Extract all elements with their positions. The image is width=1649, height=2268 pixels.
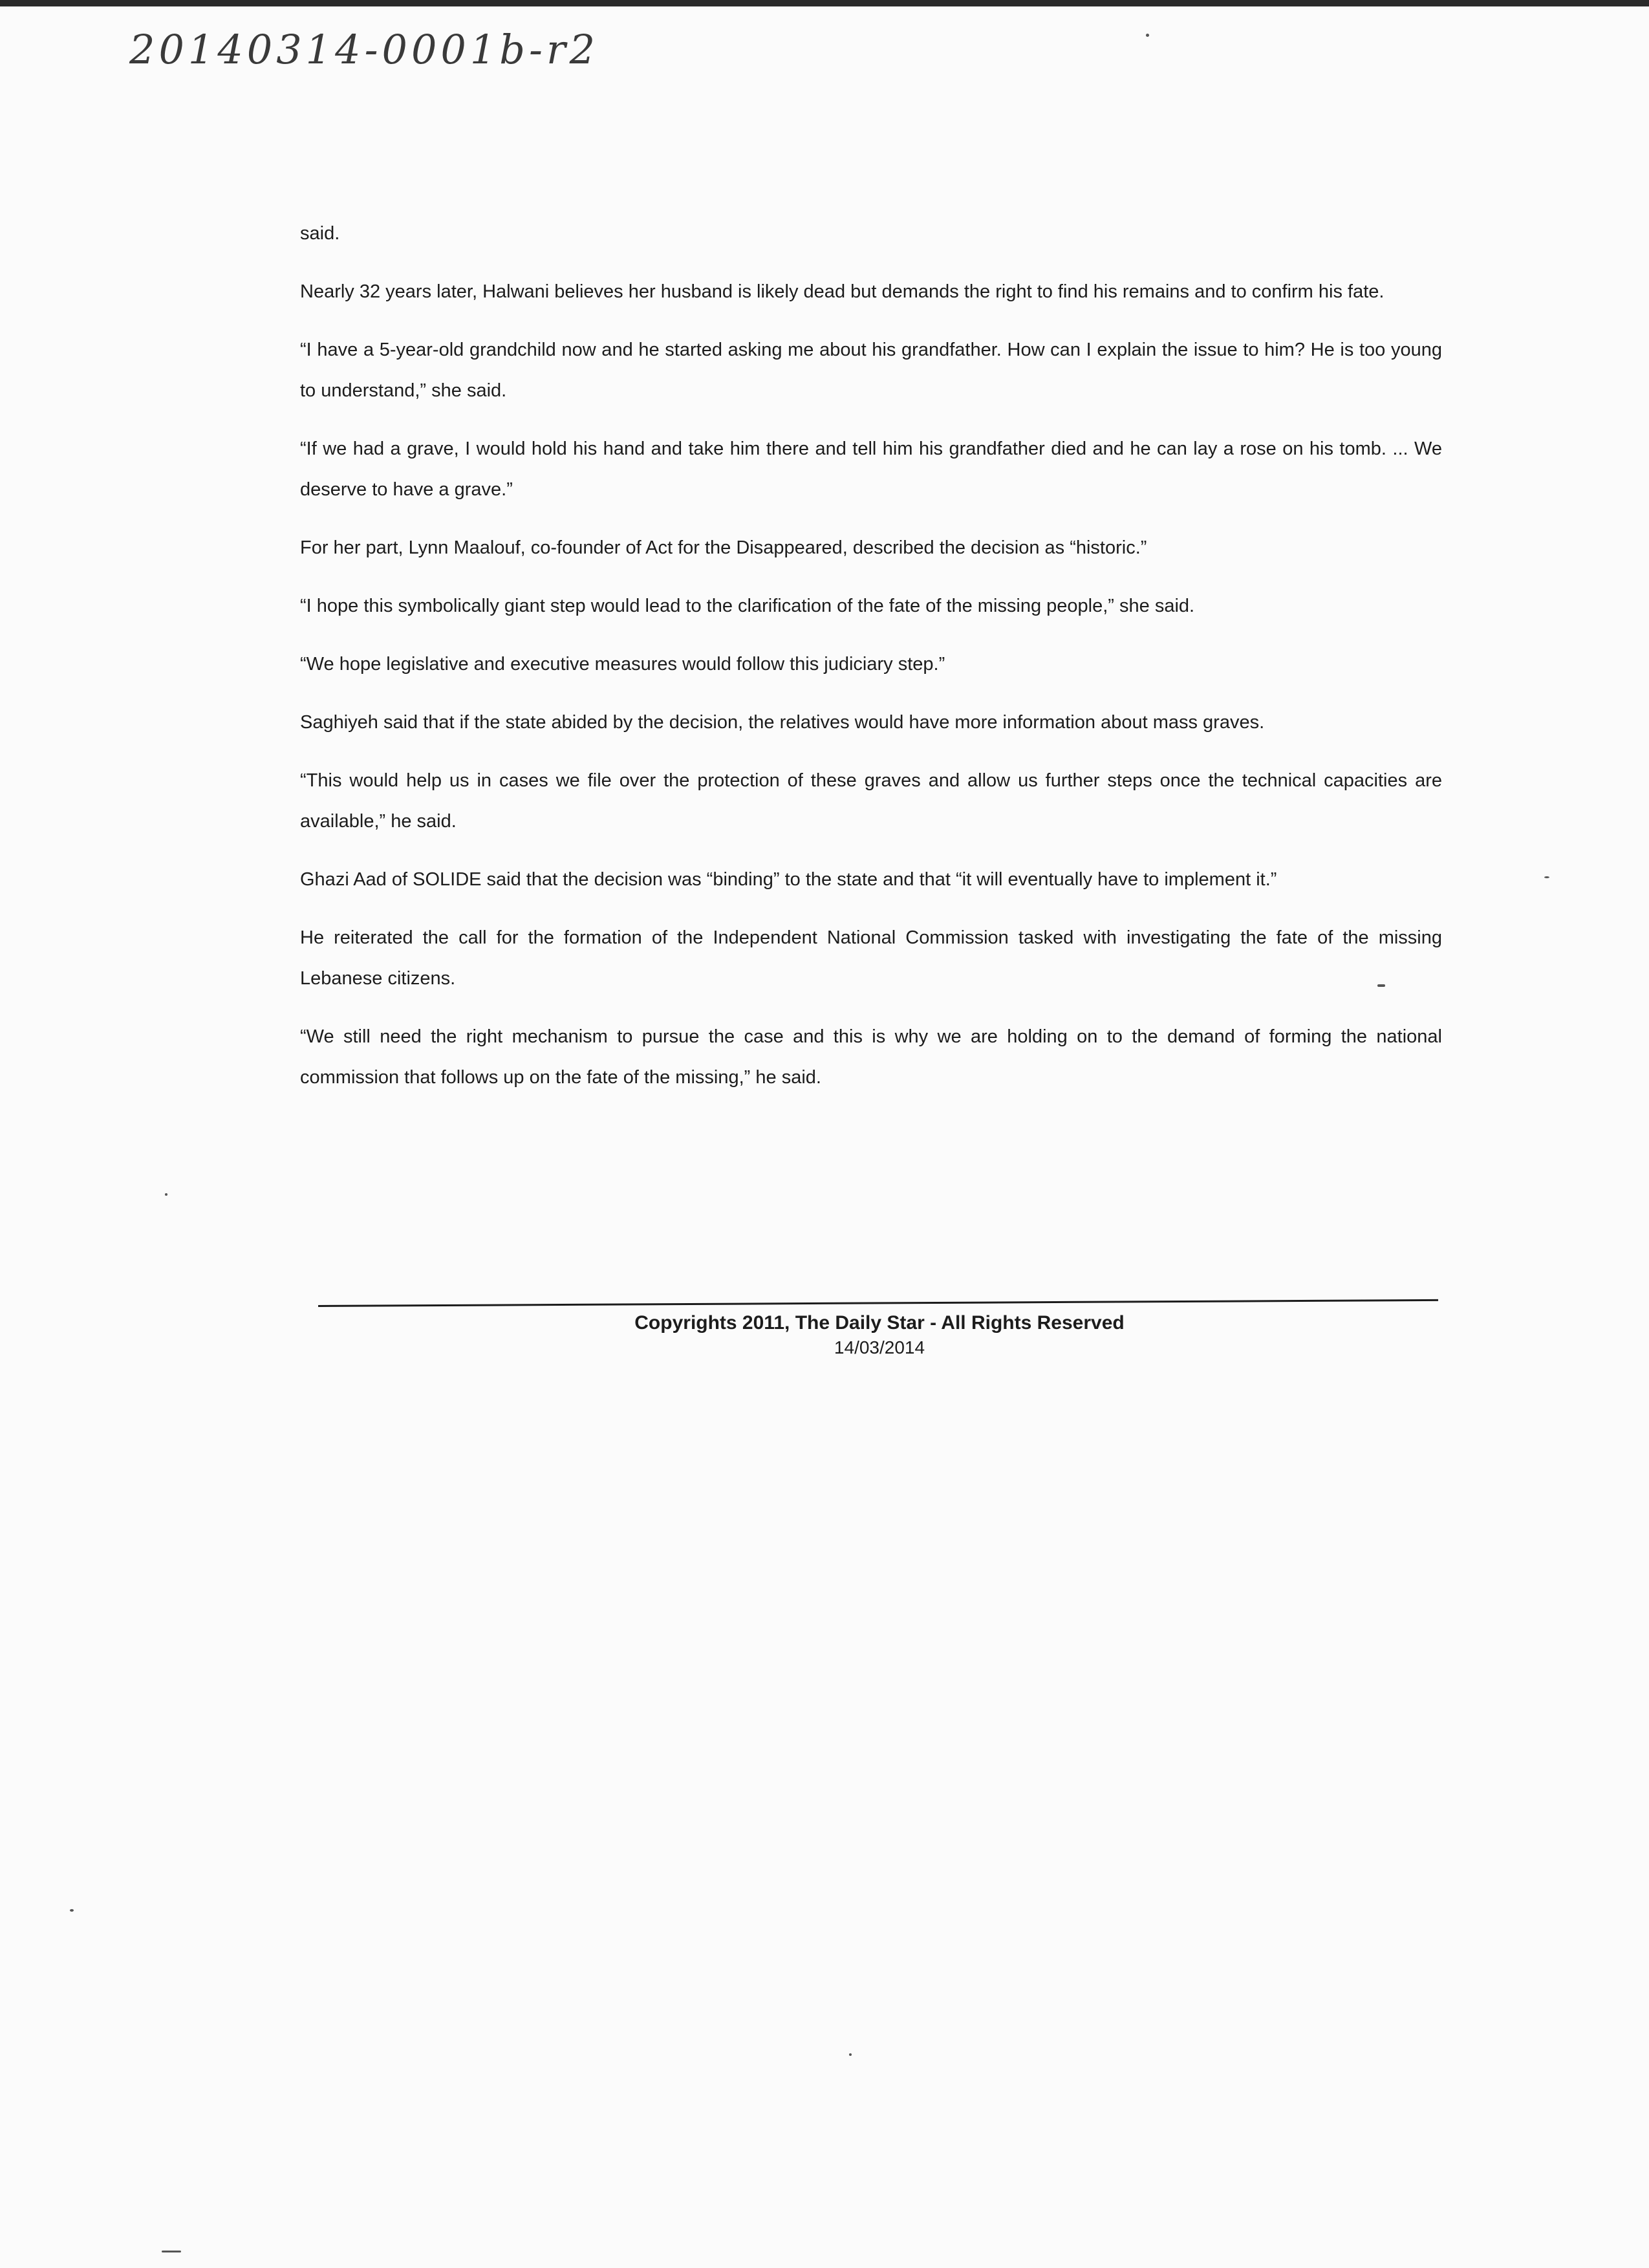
- handwritten-document-id: 20140314-0001b-r2: [129, 26, 599, 73]
- scan-speck: [162, 2251, 181, 2252]
- paragraph: “I have a 5-year-old grandchild now and he started asking me about his grandfather. How can I explain the issue to him? He is too young to understand,” she said.: [300, 340, 1442, 401]
- paragraph: said.: [300, 223, 340, 244]
- paragraph: He reiterated the call for the formation of the Independent National Commission tasked with investigating the fate of the missing Lebanese citizens.: [300, 927, 1442, 989]
- scan-speck: [1146, 34, 1149, 37]
- paragraph: “We hope legislative and executive measures would follow this judiciary step.”: [300, 654, 945, 675]
- scan-speck: [165, 1193, 167, 1196]
- footer-copyright: Copyrights 2011, The Daily Star - All Rights Reserved: [634, 1312, 1125, 1334]
- footer-divider: [318, 1299, 1438, 1307]
- scan-speck: [1377, 984, 1385, 987]
- paragraph: Nearly 32 years later, Halwani believes her husband is likely dead but demands the right to find his remains and to confirm his fate.: [300, 281, 1385, 302]
- footer: [582, 1310, 1177, 1359]
- paragraph: “I hope this symbolically giant step would lead to the clarification of the fate of the missing people,” she said.: [300, 596, 1195, 616]
- article-body: [300, 213, 1442, 1116]
- scan-top-edge: [0, 0, 1649, 6]
- paragraph: “This would help us in cases we file over the protection of these graves and allow us further steps once the technical capacities are available,” he said.: [300, 770, 1442, 832]
- paragraph: For her part, Lynn Maalouf, co-founder of Act for the Disappeared, described the decision as “historic.”: [300, 537, 1147, 558]
- scan-speck: [1544, 876, 1549, 878]
- scan-speck: [70, 1909, 74, 1912]
- footer-date: 14/03/2014: [834, 1337, 925, 1357]
- paragraph: Ghazi Aad of SOLIDE said that the decision was “binding” to the state and that “it will eventually have to implement it.”: [300, 869, 1277, 890]
- paragraph: “We still need the right mechanism to pursue the case and this is why we are holding on to the demand of forming the national commission that follows up on the fate of the missing,” he said.: [300, 1026, 1442, 1088]
- scan-speck: [849, 2053, 852, 2056]
- paragraph: “If we had a grave, I would hold his hand and take him there and tell him his grandfather died and he can lay a rose on his tomb. ... We deserve to have a grave.”: [300, 438, 1442, 500]
- paragraph: Saghiyeh said that if the state abided by the decision, the relatives would have more information about mass graves.: [300, 712, 1265, 733]
